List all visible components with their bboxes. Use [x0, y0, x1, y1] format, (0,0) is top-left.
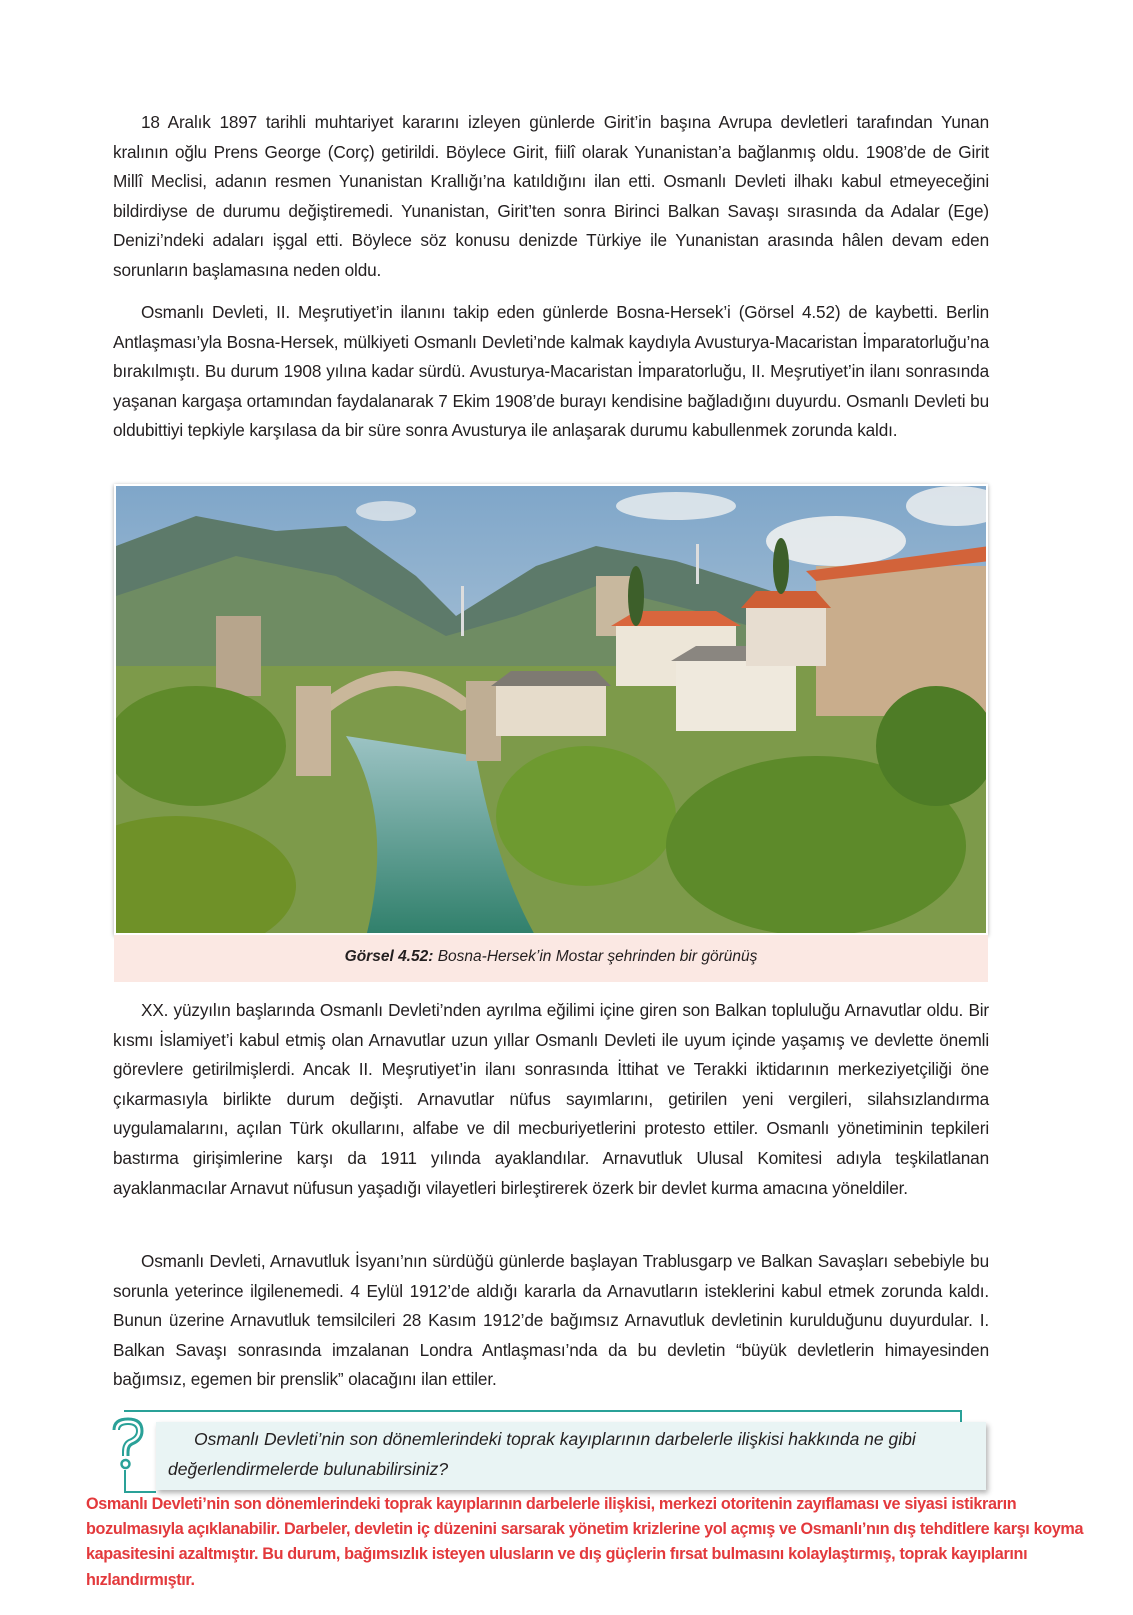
handwritten-answer: Osmanlı Devleti’nin son dönemlerindeki toprak kayıplarının darbelerle ilişkisi, merkezi otoritenin zayıflaması ve siyasi istikrarın bozulmasıyla açıklanabilir. Darbeler, devletin iç düzenini sarsarak yönetim krizlerine yol açmış ve Osmanlı’nın dış tehditlere karşı koyma kapasitesini azaltmıştır. Bu durum, bağımsızlık isteyen ulusların ve dış güçlerin fırsat bulmasını kolaylaştırmış, toprak kayıplarını hızlandırmıştır. [86, 1495, 1084, 1589]
figure-label: Görsel 4.52: [344, 948, 434, 965]
figure-caption [114, 935, 988, 982]
paragraph-albania-independence: Osmanlı Devleti, Arnavutluk İsyanı’nın sürdüğü günlerde başlayan Trablusgarp ve Balkan Savaşları sebebiyle bu sorunla yeterince ilgilenemedi. 4 Eylül 1912’de aldığı kararla da Arnavutların isteklerini kabul etmek zorunda kaldı. Bunun üzerine Arnavutluk temsilcileri 28 Kasım 1912’de bağımsız Arnavutluk devletinin kurulduğunu duyurdular. I. Balkan Savaşı sonrasında imzalanan Londra Antlaşması’nda da bu devletin “büyük devletlerin himayesinden bağımsız, egemen bir prenslik” olacağını ilan ettiler. [113, 1251, 989, 1390]
question-box: Osmanlı Devleti’nin son dönemlerindeki toprak kayıplarının darbelerle ilişkisi hakkında ne gibi değerlendirmelerde bulunabilirsiniz? [156, 1422, 986, 1490]
paragraph-bosnia: Osmanlı Devleti, II. Meşrutiyet’in ilanını takip eden günlerde Bosna-Hersek’i (Görsel 4.52) de kaybetti. Berlin Antlaşması’yla Bosna-Hersek, mülkiyeti Osmanlı Devleti’nde kalmak kaydıyla Avusturya-Macaristan İmparatorluğu’na bırakılmıştı. Bu durum 1908 yılına kadar sürdü. Avusturya-Macaristan İmparatorluğu, II. Meşrutiyet’in ilanı sonrasında yaşanan kargaşa ortamından faydalanarak 7 Ekim 1908’de burayı kendisine bağladığını duyurdu. Osmanlı Devleti bu oldubittiyi tepkiyle karşılasa da bir süre sonra Avusturya ile anlaşarak durumu kabullenmek zorunda kaldı. [113, 302, 989, 441]
figure-caption-text: Bosna-Hersek’in Mostar şehrinden bir görünüş [433, 948, 758, 965]
question-mark-icon [108, 1416, 148, 1472]
question-frame-left [124, 1470, 126, 1492]
mostar-photo [114, 484, 988, 935]
paragraph-crete: 18 Aralık 1897 tarihli muhtariyet kararını izleyen günlerde Girit’in başına Avrupa devletleri tarafından Yunan kralının oğlu Prens George (Corç) getirildi. Böylece Girit, fiilî olarak Yunanistan’a bağlanmış oldu. 1908’de de Girit Millî Meclisi, adanın resmen Yunanistan Krallığı’na katıldığını ilan etti. Osmanlı Devleti ilhakı kabul etmeyeceğini bildirdiyse de durumu değiştiremedi. Yunanistan, Girit’ten sonra Birinci Balkan Savaşı sırasında da Adalar (Ege) Denizi’ndeki adaları işgal etti. Böylece söz konusu denizde Türkiye ile Yunanistan arasında hâlen devam eden sorunların başlamasına neden oldu. [113, 112, 989, 280]
paragraph-albania: XX. yüzyılın başlarında Osmanlı Devleti’nden ayrılma eğilimi içine giren son Balkan topluluğu Arnavutlar oldu. Bir kısmı İslamiyet’i kabul etmiş olan Arnavutlar uzun yıllar Osmanlı Devleti ile uyum içinde yaşamış ve devlette önemli görevlere getirilmişlerdi. Ancak II. Meşrutiyet’in ilanı sonrasında İttihat ve Terakki iktidarının merkeziyetçiliği öne çıkarmasıyla birlikte durum değişti. Arnavutlar nüfus sayımlarını, getirilen yeni vergileri, silahsızlandırma uygulamalarını, açılan Türk okullarını, alfabe ve dil mecburiyetlerini protesto ettiler. Osmanlı yönetiminin tepkileri bastırma girişimlerine karşı da 1911 yılında ayaklandılar. Arnavutluk Ulusal Komitesi adıyla teşkilatlanan ayaklanmacılar Arnavut nüfusun yaşadığı vilayetleri birleştirerek özerk bir devlet kurma amacına yöneldiler. [113, 1000, 989, 1198]
